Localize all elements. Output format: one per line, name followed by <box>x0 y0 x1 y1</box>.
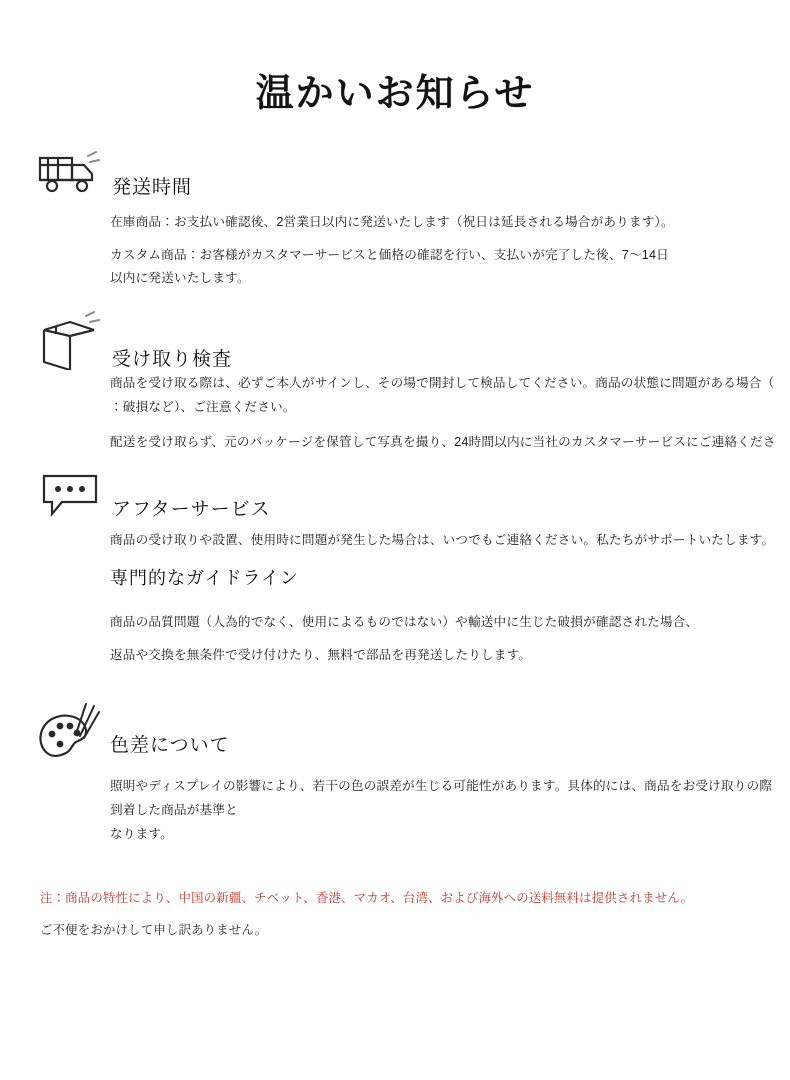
shipping-line-1: 在庫商品：お支払い確認後、2営業日以内に発送いたします（祝日は延長される場合があります）。 <box>110 215 674 229</box>
palette-icon <box>36 700 102 756</box>
after-service-line-1: 商品の受け取りや設置、使用時に問題が発生した場合は、いつでもご連絡ください。私たちがサポートいたします。 <box>110 533 775 547</box>
section-body-shipping-time <box>110 212 790 292</box>
section-heading-shipping-time: 発送時間 <box>112 177 193 198</box>
package-box-icon <box>36 310 102 366</box>
section-heading-receiving-inspection: 受け取り検査 <box>112 349 233 370</box>
color-line-1: 照明やディスプレイの影響により、若干の色の誤差が生じる可能性があります。具体的には、商品をお受け取りの際 <box>110 779 773 793</box>
page-title: 温かいお知らせ <box>255 73 535 115</box>
shipping-line-3: 以内に発送いたします。 <box>110 271 250 285</box>
section-body-color-difference <box>110 776 790 848</box>
notice-shipping-restriction: 注：商品の特性により、中国の新疆、チベット、香港、マカオ、台湾、および海外への送料無料は提供されません。 <box>40 891 694 905</box>
shipping-line-2: カスタム商品：お客様がカスタマーサービスと価格の確認を行い、支払いが完了した後、7〜14日 <box>110 248 669 262</box>
section-subheading-guidelines: 専門的なガイドライン <box>110 568 299 588</box>
inspection-line-1: 商品を受け取る際は、必ずご本人がサインし、その場で開封して検品してください。商品の状態に問題がある場合（ <box>110 376 775 390</box>
truck-icon <box>36 150 102 206</box>
inspection-line-2: ：破損など）、ご注意ください。 <box>110 400 296 414</box>
guideline-line-2: 返品や交換を無条件で受け付けたり、無料で部品を再発送したりします。 <box>110 648 532 662</box>
guideline-line-1: 商品の品質問題（人為的でなく、使用によるものではない）や輸送中に生じた破損が確認された場合、 <box>110 615 699 629</box>
speech-bubble-icon <box>36 470 102 526</box>
color-line-3: なります。 <box>110 827 173 841</box>
section-heading-color-difference: 色差について <box>110 735 230 756</box>
section-heading-after-service: アフターサービス <box>112 499 271 520</box>
notice-apology: ご不便をおかけして申し訳ありません。 <box>40 923 268 937</box>
inspection-line-3: 配送を受け取らず、元のパッケージを保管して写真を撮り、24時間以内に当社のカスタマーサービスにご連絡くださ <box>110 435 776 449</box>
color-line-2: 到着した商品が基準と <box>110 803 238 817</box>
section-body-guidelines <box>110 612 790 669</box>
section-body-after-service <box>110 530 790 554</box>
section-body-receiving-inspection <box>110 373 790 456</box>
